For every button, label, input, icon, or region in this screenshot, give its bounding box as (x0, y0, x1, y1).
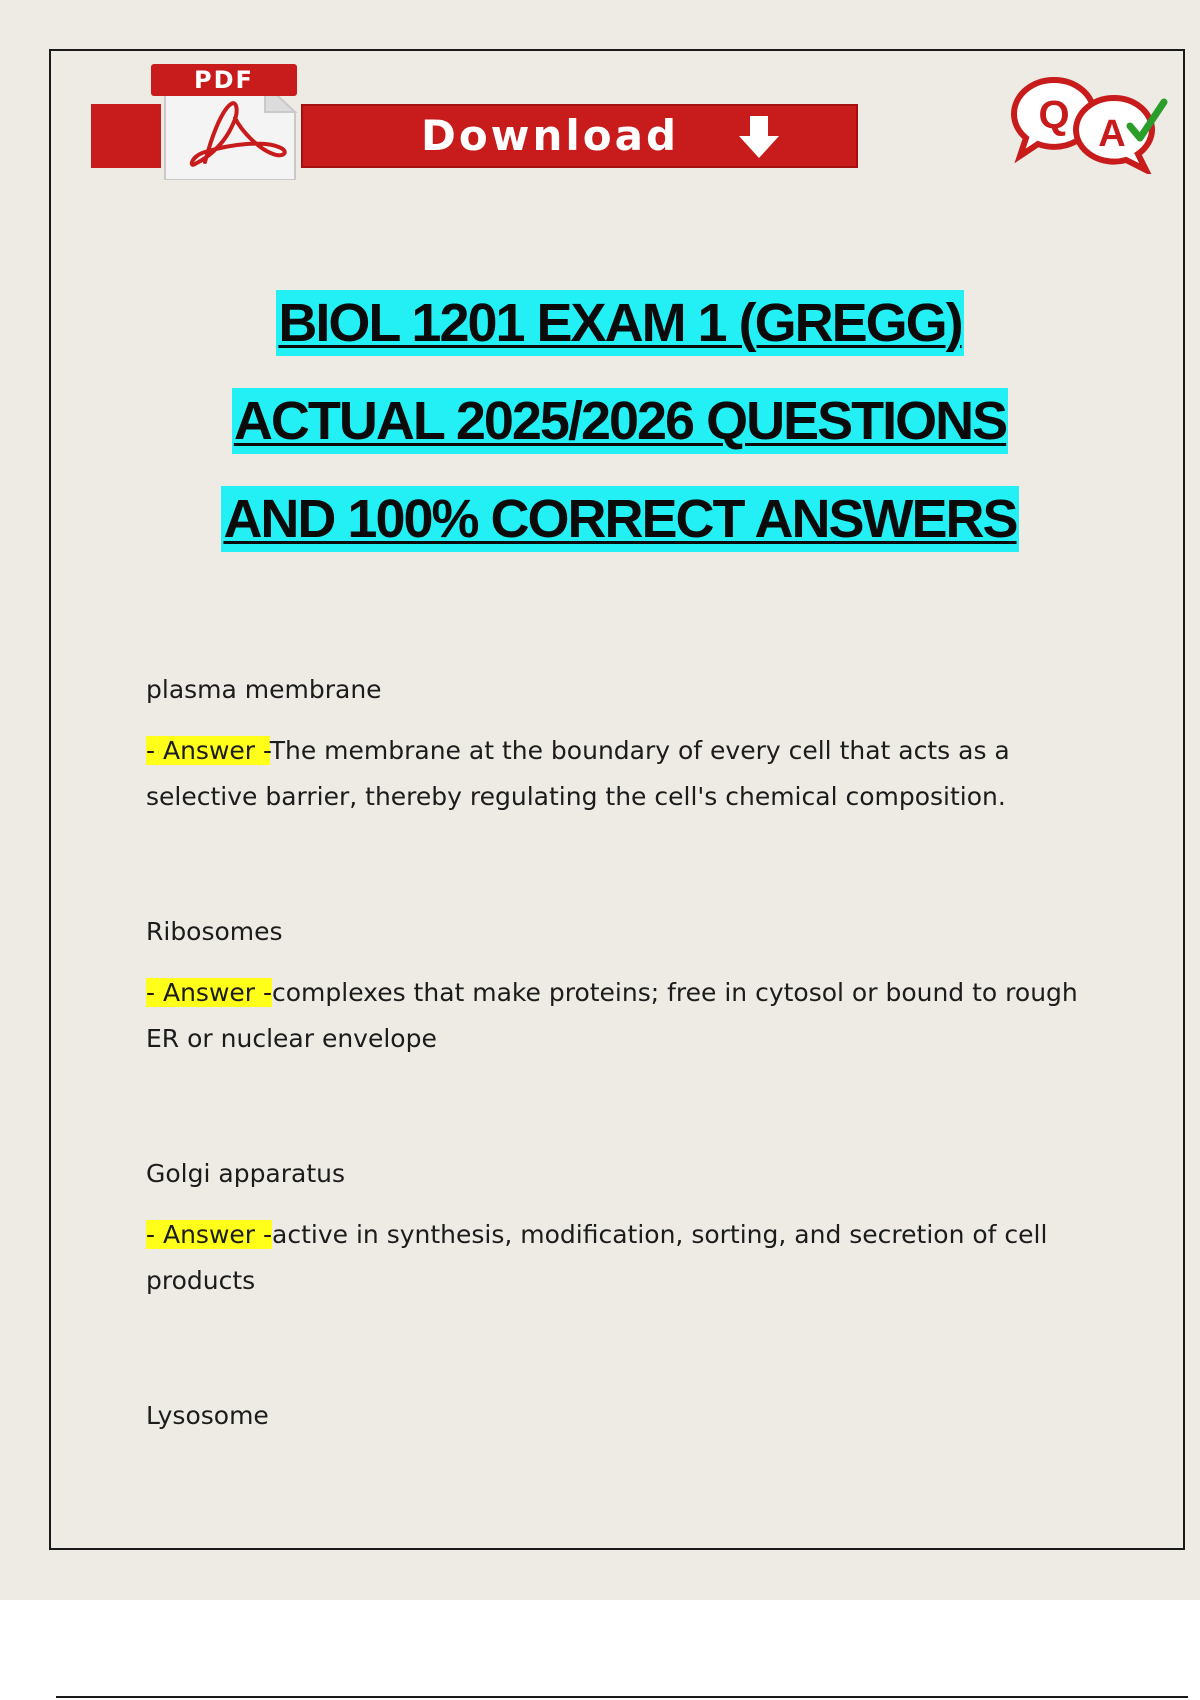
qa-checkmark-logo (1006, 74, 1172, 174)
pdf-download-banner[interactable] (91, 60, 858, 180)
question-text: Ribosomes (146, 917, 283, 946)
pdf-document-icon (145, 64, 303, 180)
qa-list (146, 668, 1106, 1636)
title-line-3: AND 100% CORRECT ANSWERS (221, 486, 1018, 552)
answer-text: The membrane at the boundary of every cell that acts as a selective barrier, thereby regulating the cell's chemical composition. (146, 736, 1010, 811)
document-title (100, 290, 1140, 584)
question-text: plasma membrane (146, 675, 382, 704)
download-arrow-icon (735, 114, 783, 160)
pdf-tab-label: PDF (151, 64, 297, 96)
logo-a-letter: A (1098, 113, 1126, 155)
answer-text: active in synthesis, modification, sorting, and secretion of cell products (146, 1220, 1048, 1295)
question-text: Golgi apparatus (146, 1159, 346, 1188)
title-line-1: BIOL 1201 EXAM 1 (GREGG) (276, 290, 963, 356)
answer-tag: - Answer - (146, 736, 270, 765)
answer-tag: - Answer - (146, 1220, 273, 1249)
qa-item (146, 910, 1106, 1152)
bottom-divider (56, 1696, 1188, 1698)
answer-tag: - Answer - (146, 978, 273, 1007)
qa-item (146, 668, 1106, 910)
qa-item (146, 1152, 1106, 1394)
answer-text: complexes that make proteins; free in cytosol or bound to rough ER or nuclear envelope (146, 978, 1078, 1053)
qa-item (146, 1394, 1106, 1636)
answer-block (146, 728, 1106, 820)
answer-block (146, 970, 1106, 1062)
download-label[interactable]: Download (420, 111, 680, 160)
question-text: Lysosome (146, 1401, 269, 1430)
answer-block (146, 1212, 1106, 1304)
title-line-2: ACTUAL 2025/2026 QUESTIONS (232, 388, 1008, 454)
logo-q-letter: Q (1038, 93, 1070, 137)
